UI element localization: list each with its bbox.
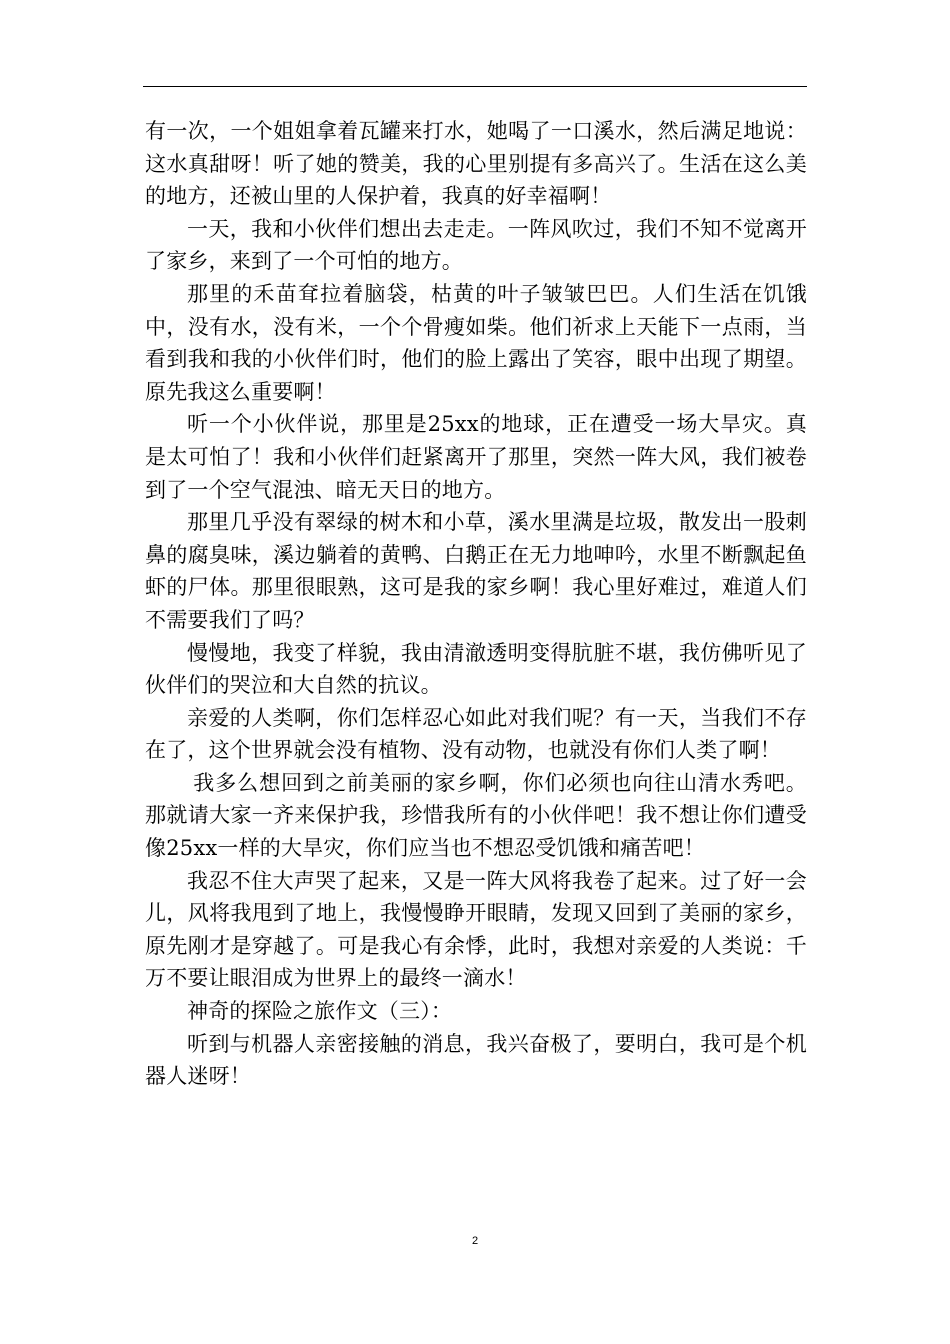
paragraph-4: 听一个小伙伴说，那里是25xx的地球，正在遭受一场大旱灾。真是太可怕了！我和小伙伴们赶紧离开了那里，突然一阵大风，我们被卷到了一个空气混浊、暗无天日的地方。 (145, 412, 807, 502)
paragraph-6: 慢慢地，我变了样貌，我由清澈透明变得肮脏不堪，我仿佛听见了伙伴们的哭泣和大自然的抗议。 (145, 640, 807, 698)
page-number: 2 (471, 1235, 479, 1247)
document-body (145, 115, 807, 1093)
paragraph-8: 我多么想回到之前美丽的家乡啊，你们必须也向往山清水秀吧。那就请大家一齐来保护我，珍惜我所有的小伙伴吧！我不想让你们遭受像25xx一样的大旱灾，你们应当也不想忍受饥饿和痛苦吧！ (145, 770, 807, 861)
header-rule (143, 86, 807, 87)
paragraph-2: 一天，我和小伙伴们想出去走走。一阵风吹过，我们不知不觉离开了家乡，来到了一个可怕的地方。 (145, 216, 807, 274)
paragraph-9: 我忍不住大声哭了起来，又是一阵大风将我卷了起来。过了好一会儿，风将我甩到了地上，我慢慢睁开眼睛，发现又回到了美丽的家乡，原先刚才是穿越了。可是我心有余悸，此时，我想对亲爱的人类说：千万不要让眼泪成为世界上的最终一滴水！ (145, 868, 807, 991)
paragraph-3: 那里的禾苗耷拉着脑袋，枯黄的叶子皱皱巴巴。人们生活在饥饿中，没有水，没有米，一个个骨瘦如柴。他们祈求上天能下一点雨，当看到我和我的小伙伴们时，他们的脸上露出了笑容，眼中出现了期望。原先我这么重要啊！ (145, 281, 807, 404)
paragraph-5: 那里几乎没有翠绿的树木和小草，溪水里满是垃圾，散发出一股刺鼻的腐臭味，溪边躺着的黄鸭、白鹅正在无力地呻吟，水里不断飘起鱼虾的尸体。那里很眼熟，这可是我的家乡啊！我心里好难过，难道人们不需要我们了吗？ (145, 510, 807, 632)
paragraph-7: 亲爱的人类啊，你们怎样忍心如此对我们呢？有一天，当我们不存在了，这个世界就会没有植物、没有动物，也就没有你们人类了啊！ (145, 705, 807, 763)
paragraph-10: 听到与机器人亲密接触的消息，我兴奋极了，要明白，我可是个机器人迷呀！ (145, 1031, 807, 1089)
section-heading: 神奇的探险之旅作文（三）： (187, 999, 453, 1024)
paragraph-1: 有一次，一个姐姐拿着瓦罐来打水，她喝了一口溪水，然后满足地说：这水真甜呀！听了她的赞美，我的心里别提有多高兴了。生活在这么美的地方，还被山里的人保护着，我真的好幸福啊！ (145, 119, 807, 209)
